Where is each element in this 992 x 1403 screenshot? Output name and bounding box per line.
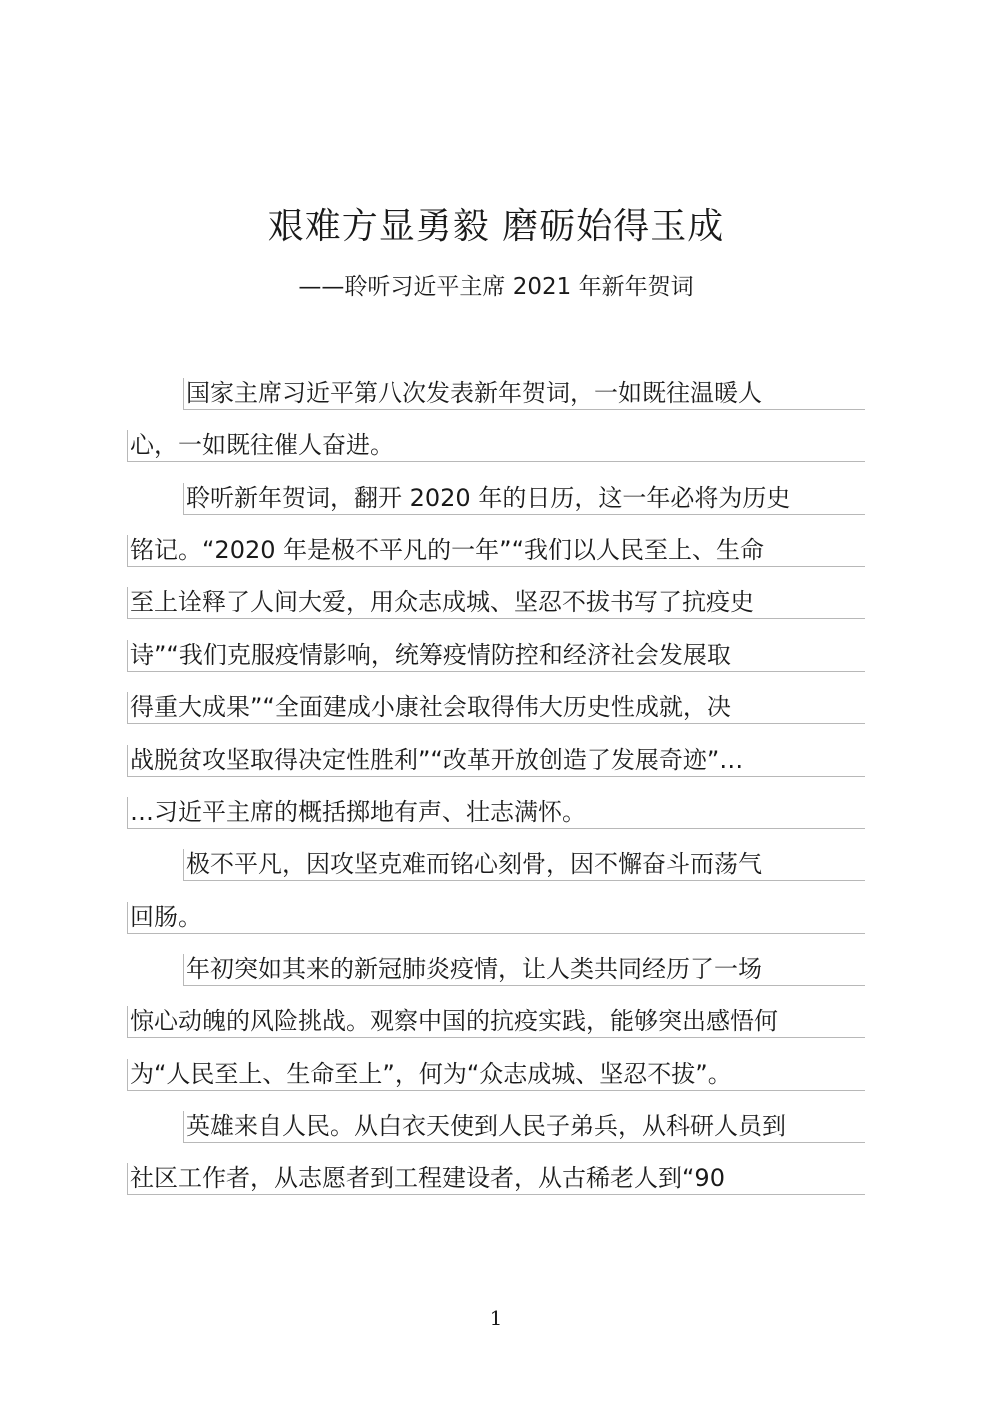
text-line: 得重大成果”“全面建成小康社会取得伟大历史性成就，决	[127, 692, 865, 728]
text-line: 诗”“我们克服疫情影响，统筹疫情防控和经济社会发展取	[127, 640, 865, 676]
text-line: 国家主席习近平第八次发表新年贺词，一如既往温暖人	[127, 378, 865, 414]
text-line: 惊心动魄的风险挑战。观察中国的抗疫实践，能够突出感悟何	[127, 1006, 865, 1042]
text-line: 至上诠释了人间大爱，用众志成城、坚忍不拔书写了抗疫史	[127, 587, 865, 623]
text-line: 极不平凡，因攻坚克难而铭心刻骨，因不懈奋斗而荡气	[127, 849, 865, 885]
text-line: 心，一如既往催人奋进。	[127, 430, 865, 466]
document-subtitle: ——聆听习近平主席 2021 年新年贺词	[298, 274, 694, 300]
text-line: 为“人民至上、生命至上”，何为“众志成城、坚忍不拔”。	[127, 1059, 865, 1095]
text-line: 英雄来自人民。从白衣天使到人民子弟兵，从科研人员到	[127, 1111, 865, 1147]
document-title: 艰难方显勇毅 磨砺始得玉成	[267, 206, 725, 247]
page-number: 1	[489, 1306, 503, 1330]
text-line: 回肠。	[127, 902, 865, 938]
text-line: 战脱贫攻坚取得决定性胜利”“改革开放创造了发展奇迹”…	[127, 745, 865, 781]
text-line: 年初突如其来的新冠肺炎疫情，让人类共同经历了一场	[127, 954, 865, 990]
text-line: 聆听新年贺词，翻开 2020 年的日历，这一年必将为历史	[127, 483, 865, 519]
text-line: 铭记。“2020 年是极不平凡的一年”“我们以人民至上、生命	[127, 535, 865, 571]
text-line: 社区工作者，从志愿者到工程建设者，从古稀老人到“90	[127, 1163, 865, 1199]
text-line: …习近平主席的概括掷地有声、壮志满怀。	[127, 797, 865, 833]
